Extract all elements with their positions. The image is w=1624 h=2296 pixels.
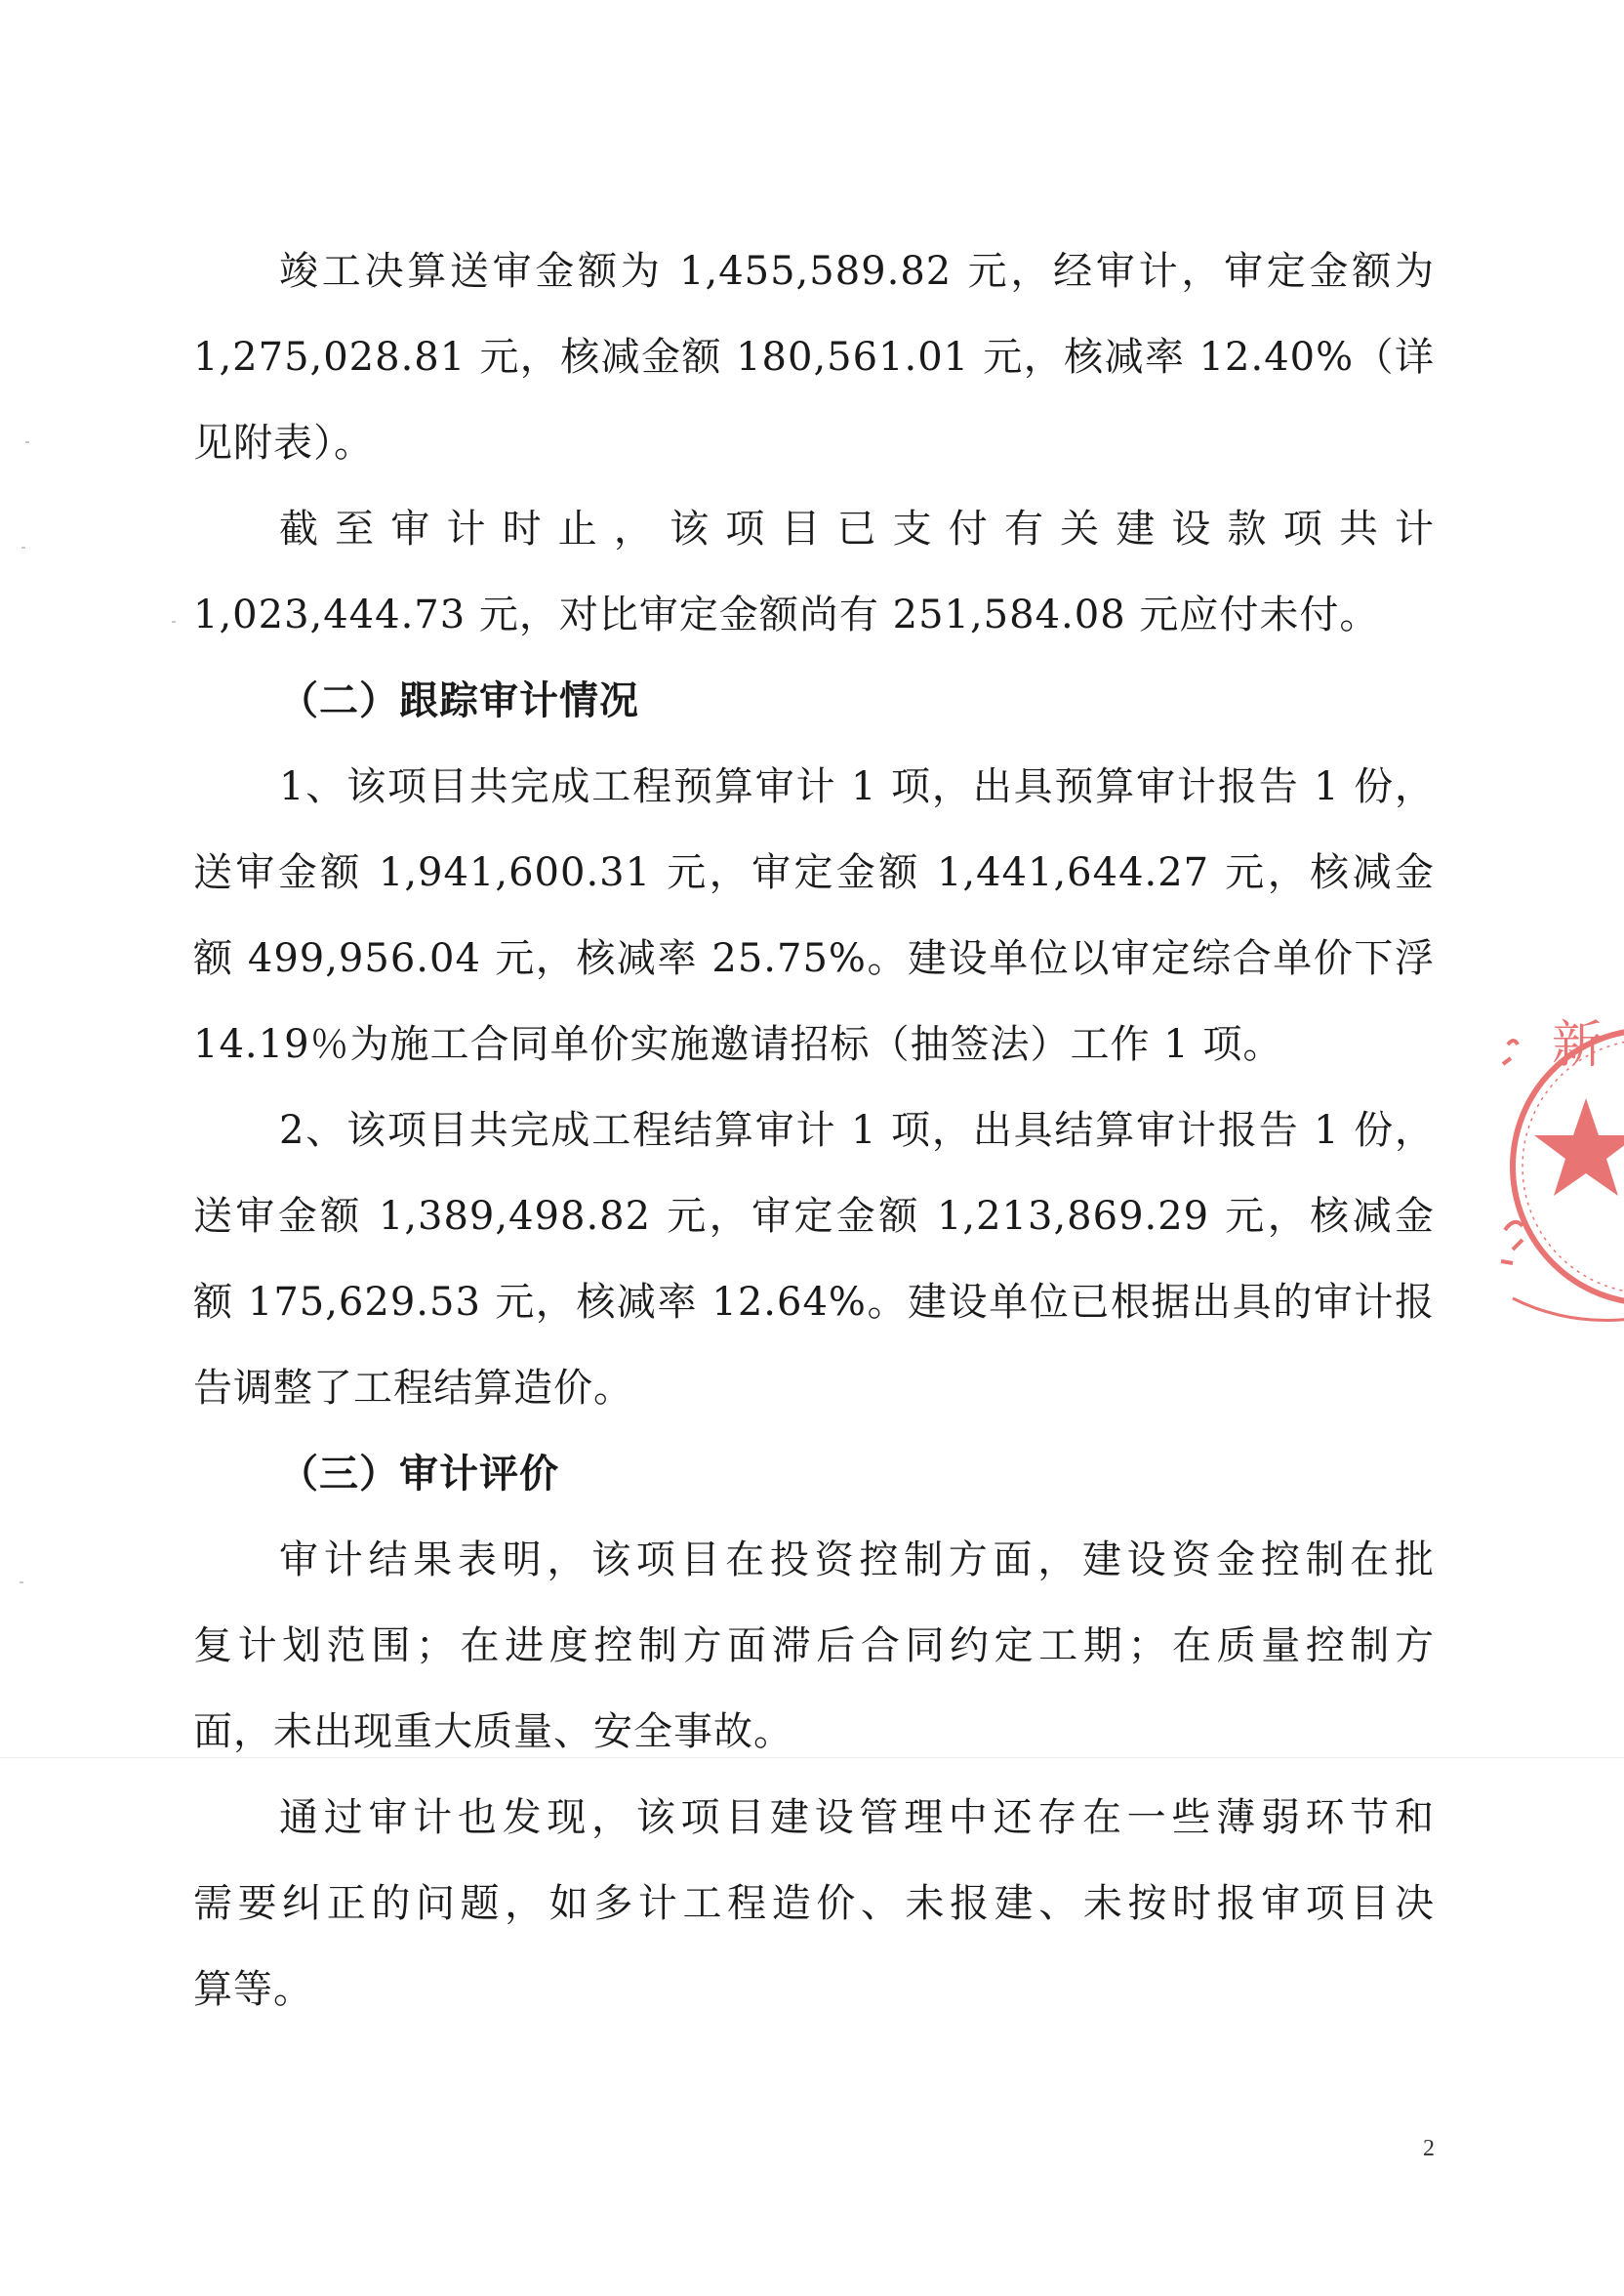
paragraph-line: 需要纠正的问题，如多计工程造价、未报建、未按时报审项目决 <box>193 1881 1435 1926</box>
paragraph-line: 1,023,444.73 元，对比审定金额尚有 251,584.08 元应付未付。 <box>193 593 1380 637</box>
paragraph-line: 1,275,028.81 元，核减金额 180,561.01 元，核减率 12.40%（详 <box>193 335 1435 380</box>
paragraph-line: 算等。 <box>193 1967 313 2012</box>
paragraph-line: 额 175,629.53 元，核减率 12.64%。建设单位已根据出具的审计报 <box>193 1280 1435 1325</box>
section-heading: （二）跟踪审计情况 <box>279 677 639 723</box>
page-number: 2 <box>1423 2136 1435 2161</box>
paragraph-line: 2、该项目共完成工程结算审计 1 项，出具结算审计报告 1 份， <box>279 1108 1435 1153</box>
scan-speck <box>172 621 176 623</box>
paragraph-line: 告调整了工程结算造价。 <box>193 1366 633 1411</box>
paragraph-line: 审计结果表明，该项目在投资控制方面，建设资金控制在批 <box>279 1538 1435 1582</box>
paragraph-line: 复计划范围；在进度控制方面滞后合同约定工期；在质量控制方 <box>193 1623 1435 1668</box>
paragraph-line: 送审金额 1,941,600.31 元，审定金额 1,441,644.27 元，核减金 <box>193 850 1435 895</box>
paragraph-line: 额 499,956.04 元，核减率 25.75%。建设单位以审定综合单价下浮 <box>193 936 1435 981</box>
scan-speck <box>20 1581 23 1583</box>
scan-divider-line <box>0 1757 1624 1758</box>
seal-text: 新 <box>1552 1016 1604 1075</box>
paragraph-line: 通过审计也发现，该项目建设管理中还存在一些薄弱环节和 <box>279 1795 1435 1840</box>
scan-speck <box>25 441 29 443</box>
official-seal-stamp <box>1493 1005 1624 1328</box>
paragraph-line: 竣工决算送审金额为 1,455,589.82 元，经审计，审定金额为 <box>279 249 1435 294</box>
paragraph-line: 截至审计时止，该项目已支付有关建设款项共计 <box>279 507 1435 552</box>
paragraph-line: 1、该项目共完成工程预算审计 1 项，出具预算审计报告 1 份， <box>279 764 1435 809</box>
paragraph-line: 面，未出现重大质量、安全事故。 <box>193 1709 793 1754</box>
paragraph-line: 见附表）。 <box>193 421 374 466</box>
seal-star-icon <box>1534 1098 1624 1196</box>
paragraph-line: 14.19％为施工合同单价实施邀请招标（抽签法）工作 1 项。 <box>193 1022 1283 1067</box>
scan-speck <box>21 547 25 549</box>
paragraph-line: 送审金额 1,389,498.82 元，审定金额 1,213,869.29 元，核减金 <box>193 1194 1435 1239</box>
section-heading: （三）审计评价 <box>279 1451 559 1496</box>
